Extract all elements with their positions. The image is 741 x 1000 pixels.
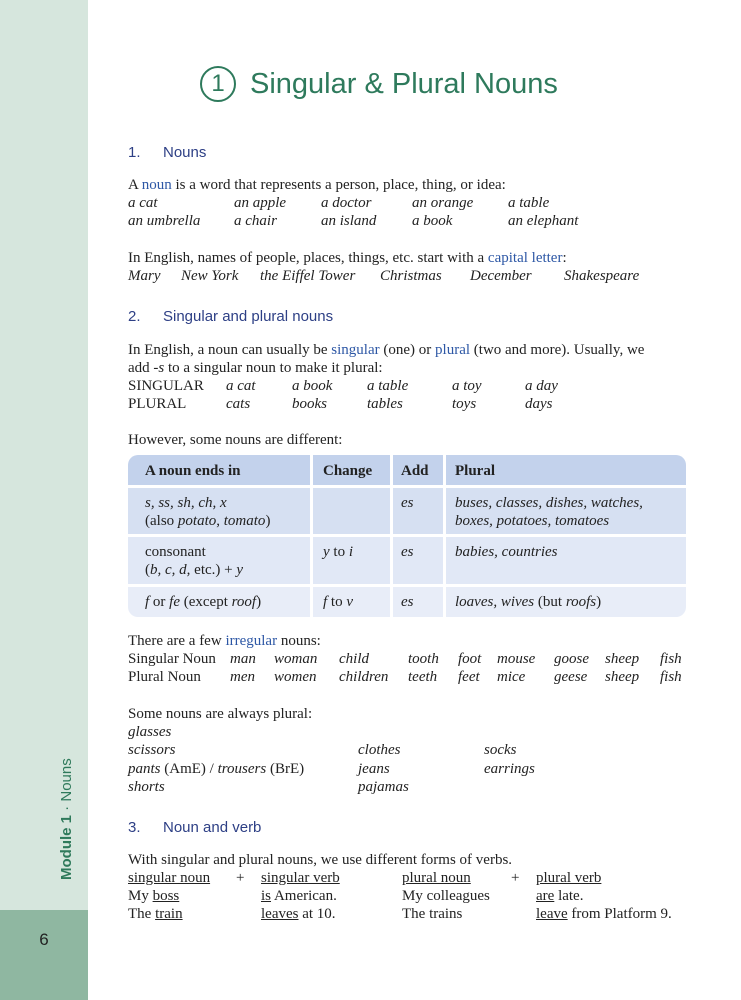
example-noun: an apple <box>234 195 287 211</box>
example-noun: a doctor <box>321 195 372 211</box>
table-cell: consonant <box>145 544 206 560</box>
example-predicate: leave from Platform 9. <box>536 906 672 922</box>
plural-rules-table <box>128 455 686 617</box>
table-header: A noun ends in <box>145 463 241 479</box>
section-heading-singular-plural: 2. Singular and plural nouns <box>128 308 334 325</box>
plural-only-noun: earrings <box>484 761 535 777</box>
singular-label: SINGULAR <box>128 378 204 394</box>
singular-example: a table <box>367 378 409 394</box>
plural-example: cats <box>226 396 251 412</box>
page-number: 6 <box>39 930 49 949</box>
page-title <box>200 66 558 102</box>
plural-only-noun: socks <box>484 742 517 758</box>
unit-number-badge: 1 <box>200 66 236 102</box>
table-cell: loaves, wives (but roofs) <box>455 594 602 610</box>
add-s-rule: add -s to a singular noun to make it plural: <box>128 360 383 376</box>
irregular-noun: geese <box>554 669 588 685</box>
proper-noun: Mary <box>128 268 161 284</box>
table-cell: babies, countries <box>455 544 558 560</box>
irregular-noun: fish <box>660 669 682 685</box>
plural-noun-header: plural noun <box>402 870 471 886</box>
example-noun: a chair <box>234 213 277 229</box>
example-subject: The train <box>128 906 183 922</box>
example-noun: a cat <box>128 195 158 211</box>
singular-example: a day <box>525 378 558 394</box>
table-cell: s, ss, sh, ch, x <box>145 495 227 511</box>
however-text: However, some nouns are different: <box>128 432 343 448</box>
plus-sign: + <box>511 870 520 886</box>
singular-verb-header: singular verb <box>261 870 340 886</box>
irregular-noun: men <box>230 669 255 685</box>
example-noun: a table <box>508 195 550 211</box>
example-subject: My colleagues <box>402 888 490 904</box>
plural-example: toys <box>452 396 477 412</box>
singular-noun-header: singular noun <box>128 870 211 886</box>
plural-only-noun: jeans <box>358 761 390 777</box>
proper-noun: Shakespeare <box>564 268 640 284</box>
table-cell: es <box>401 495 414 511</box>
plus-sign: + <box>236 870 245 886</box>
example-noun: a book <box>412 213 453 229</box>
example-subject: The trains <box>402 906 463 922</box>
plural-example: books <box>292 396 327 412</box>
table-cell: (also potato, tomato) <box>145 513 271 529</box>
irregular-noun: tooth <box>408 651 439 667</box>
table-cell: buses, classes, dishes, watches, <box>455 495 643 511</box>
irregular-noun: children <box>339 669 389 685</box>
table-cell: y to i <box>323 544 354 560</box>
irregular-intro: There are a few irregular nouns: <box>128 633 321 649</box>
plural-example: days <box>525 396 553 412</box>
irregular-noun: teeth <box>408 669 438 685</box>
proper-noun: New York <box>181 268 239 284</box>
noun-verb-intro: With singular and plural nouns, we use different forms of verbs. <box>128 852 513 868</box>
table-cell: (b, c, d, etc.) + y <box>145 562 244 578</box>
example-predicate: is American. <box>261 888 337 904</box>
capital-letter-rule: In English, names of people, places, things, etc. start with a capital letter: <box>128 250 567 266</box>
example-noun: an orange <box>412 195 474 211</box>
table-cell: es <box>401 544 414 560</box>
nouns-definition: A noun is a word that represents a person, place, thing, or idea: <box>128 177 506 193</box>
example-noun: an island <box>321 213 377 229</box>
irregular-noun: sheep <box>605 669 640 685</box>
section-heading-noun-verb: 3. Noun and verb <box>128 819 262 836</box>
irregular-noun: foot <box>458 651 482 667</box>
irregular-noun: fish <box>660 651 682 667</box>
plural-only-noun: pants (AmE) / trousers (BrE) <box>128 761 305 777</box>
example-predicate: are late. <box>536 888 584 904</box>
singular-example: a book <box>292 378 333 394</box>
irregular-noun: women <box>274 669 317 685</box>
plural-only-noun: glasses <box>128 724 172 740</box>
proper-noun: the Eiffel Tower <box>260 268 356 284</box>
irregular-noun: mouse <box>497 651 536 667</box>
irregular-noun: sheep <box>605 651 640 667</box>
singular-example: a toy <box>452 378 482 394</box>
irregular-noun: feet <box>458 669 480 685</box>
table-header: Add <box>401 463 429 479</box>
irregular-noun: woman <box>274 651 318 667</box>
table-cell: f or fe (except roof) <box>145 594 262 610</box>
proper-noun: December <box>470 268 532 284</box>
irregular-plural-label: Plural Noun <box>128 669 201 685</box>
irregular-noun: man <box>230 651 256 667</box>
plural-only-noun: shorts <box>128 779 165 795</box>
example-noun: an umbrella <box>128 213 201 229</box>
plural-verb-header: plural verb <box>536 870 602 886</box>
irregular-noun: mice <box>497 669 526 685</box>
always-plural-intro: Some nouns are always plural: <box>128 706 313 722</box>
singular-example: a cat <box>226 378 256 394</box>
plural-example: tables <box>367 396 403 412</box>
irregular-noun: child <box>339 651 369 667</box>
example-predicate: leaves at 10. <box>261 906 336 922</box>
irregular-noun: goose <box>554 651 589 667</box>
module-label: Module 1 · Nouns <box>58 758 75 880</box>
page-title-text: Singular & Plural Nouns <box>250 67 558 100</box>
table-cell: f to v <box>323 594 354 610</box>
singular-plural-intro: In English, a noun can usually be singular (one) or plural (two and more). Usually, we <box>128 342 645 358</box>
page-number-box <box>0 910 88 1000</box>
example-subject: My boss <box>128 888 180 904</box>
plural-only-noun: pajamas <box>358 779 409 795</box>
table-header: Plural <box>455 463 495 479</box>
plural-label: PLURAL <box>128 396 187 412</box>
table-cell: boxes, potatoes, tomatoes <box>455 513 610 529</box>
example-noun: an elephant <box>508 213 579 229</box>
table-header: Change <box>323 463 373 479</box>
proper-noun: Christmas <box>380 268 442 284</box>
plural-only-noun: clothes <box>358 742 401 758</box>
table-cell: es <box>401 594 414 610</box>
plural-only-noun: scissors <box>128 742 176 758</box>
irregular-singular-label: Singular Noun <box>128 651 216 667</box>
section-heading-nouns: 1. Nouns <box>128 144 207 161</box>
